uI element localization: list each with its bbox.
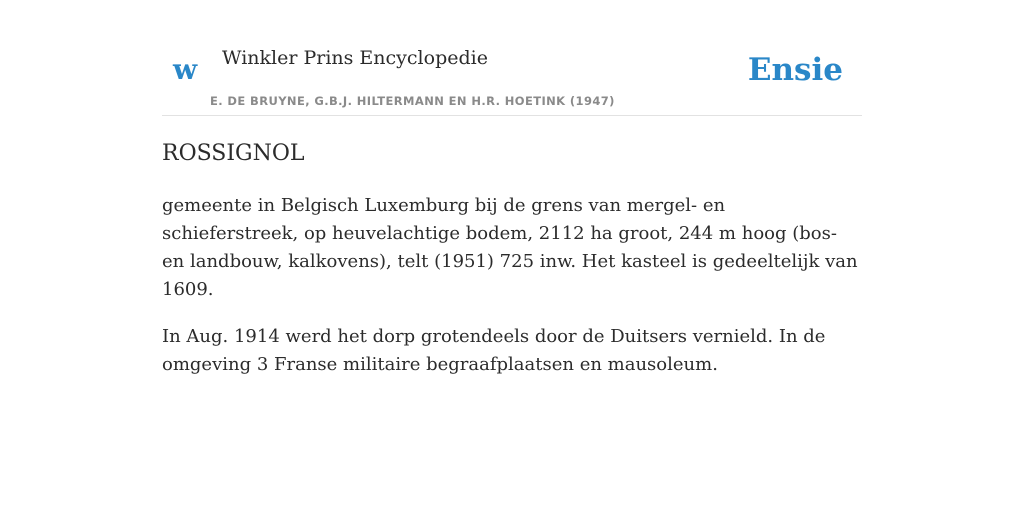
source-authors: E. DE BRUYNE, G.B.J. HILTERMANN EN H.R. HOETINK (1947)	[210, 94, 615, 108]
source-title: Winkler Prins Encyclopedie	[222, 47, 488, 69]
source-logo-icon: w	[173, 53, 198, 86]
article	[162, 136, 862, 379]
article-paragraph: gemeente in Belgisch Luxemburg bij de grens van mergel- en schieferstreek, op heuvelachtige bodem, 2112 ha groot, 244 m hoog (bos- en landbouw, kalkovens), telt (1951) 725 inw. Het kasteel is gedeeltelijk van 1609.	[162, 195, 858, 300]
source-header	[162, 40, 862, 116]
article-paragraph: In Aug. 1914 werd het dorp grotendeels door de Duitsers vernield. In de omgeving 3 Franse militaire begraafplaatsen en mausoleum.	[162, 326, 826, 375]
article-body	[162, 192, 862, 379]
article-title: ROSSIGNOL	[162, 141, 305, 166]
ensie-brand-link[interactable]: Ensie	[747, 52, 843, 88]
